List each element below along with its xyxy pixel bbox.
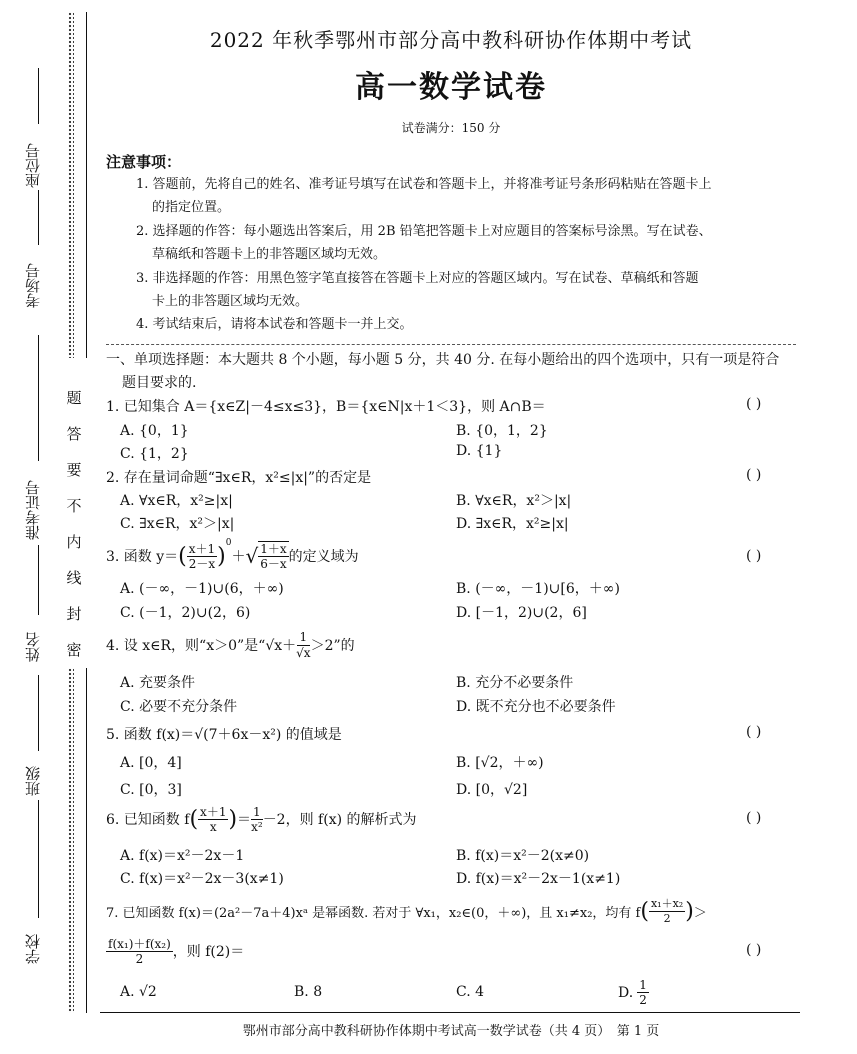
binding-line-top	[86, 12, 87, 358]
numerator: x＋1	[200, 804, 227, 819]
right-paren: )	[685, 898, 694, 924]
dotted-bar-bottom	[68, 668, 74, 1013]
numerator: f(x₁)＋f(x₂)	[108, 936, 171, 951]
answer-blank: ( )	[746, 942, 762, 958]
numerator: 1＋x	[260, 542, 287, 556]
stem-text: ＝	[237, 812, 252, 828]
denominator: 2－x	[188, 556, 216, 571]
left-paren: (	[640, 898, 649, 924]
notice-item-1	[136, 173, 796, 219]
answer-blank: ( )	[746, 810, 762, 826]
fraction	[258, 541, 288, 571]
name-underline	[38, 545, 39, 615]
question-3-stem	[106, 538, 359, 574]
numerator: 1	[253, 804, 261, 819]
room-underline	[38, 190, 39, 245]
question-5-stem: 5. 函数 f(x)＝√(7＋6x－x²) 的值域是	[106, 727, 342, 743]
option-d: D. f(x)＝x²－2x－1(x≠1)	[456, 871, 621, 887]
option-c: C. 必要不充分条件	[120, 699, 238, 715]
notice-text: 1. 答题前，先将自己的姓名、准考证号填写在试卷和答题卡上，并将准考证号条形码粘贴在答题卡上	[136, 177, 712, 192]
denominator: 2	[663, 911, 671, 925]
option-b: B. ∀x∈R，x²＞|x|	[456, 493, 572, 509]
notice-text: 卡上的非答题区域均无效。	[152, 294, 309, 309]
option-c: C. f(x)＝x²－2x－3(x≠1)	[120, 871, 284, 887]
question-4-stem	[106, 626, 355, 664]
question-6-stem	[106, 800, 417, 838]
notice-item-4	[136, 313, 796, 336]
stem-text: 7. 已知函数 f(x)＝(2a²－7a＋4)xᵃ 是幂函数. 若对于 ∀x₁，x₂∈(0，＋∞)，且 x₁≠x₂，均有 f	[106, 905, 641, 921]
option-c: C. {1，2}	[120, 446, 189, 462]
left-paren: (	[178, 543, 187, 569]
option-d: D. 既不充分也不必要条件	[456, 699, 616, 715]
denominator: 6－x	[260, 557, 287, 571]
answer-blank: ( )	[746, 548, 762, 564]
fraction	[296, 630, 310, 661]
dotted-bar-top	[68, 12, 74, 358]
option-b: B. 8	[294, 984, 323, 1000]
notice-item-2	[136, 220, 796, 266]
notice-text: 的指定位置。	[152, 200, 231, 215]
class-label: 班级	[24, 766, 42, 796]
notice-text: 3. 非选择题的作答：用黑色签字笔直接答在答题卡上对应的答题区域内。写在试卷、草稿纸和答题	[136, 271, 699, 286]
stem-text: －2，则 f(x) 的解析式为	[262, 812, 417, 828]
seal-char: 答	[66, 425, 82, 443]
seal-char: 密	[66, 641, 82, 659]
stem-text: ，则 f(2)＝	[172, 944, 245, 960]
exponent: 0	[225, 538, 232, 548]
seal-char: 内	[66, 533, 82, 551]
plus: ＋	[231, 549, 246, 565]
option-d	[618, 978, 649, 1007]
option-a: A. {0，1}	[120, 423, 189, 439]
ticket-label: 准考证号	[24, 480, 42, 540]
binding-line-bottom	[86, 668, 87, 1013]
denominator: x²	[251, 819, 263, 834]
option-b: B. f(x)＝x²－2(x≠0)	[456, 848, 590, 864]
option-c: C. (－1，2)∪(2，6)	[120, 605, 251, 621]
name-label: 姓名	[24, 632, 42, 662]
paper-title: 高一数学试卷	[355, 70, 547, 105]
seal-char: 题	[66, 389, 82, 407]
stem-text: ＞2”的	[310, 638, 355, 654]
seal-char: 不	[66, 497, 82, 515]
sqrt-sign: √	[245, 544, 259, 568]
option-label: D.	[618, 984, 634, 1001]
option-b: B. [√2，＋∞)	[456, 755, 544, 771]
option-d: D. [－1，2)∪(2，6]	[456, 605, 587, 621]
notice-text: 草稿纸和答题卡上的非答题区域均无效。	[152, 247, 387, 262]
stem-text: 6. 已知函数 f	[106, 812, 190, 828]
seal-char: 封	[66, 605, 82, 623]
option-c: C. ∃x∈R，x²＞|x|	[120, 516, 235, 532]
section-heading	[106, 349, 794, 395]
answer-blank: ( )	[746, 396, 762, 412]
room-label: 考场号	[24, 263, 42, 308]
seal-char: 线	[66, 569, 82, 587]
footer-rule	[100, 1012, 800, 1013]
stem-text: ＞	[693, 905, 707, 921]
fraction	[187, 542, 217, 571]
notice-text: 2. 选择题的作答：每小题选出答案后，用 2B 铅笔把答题卡上对应题目的答案标号涂黑。写在试卷、	[136, 224, 712, 239]
denominator: 2	[135, 951, 144, 966]
fraction	[198, 805, 228, 834]
answer-blank: ( )	[746, 724, 762, 740]
left-paren: (	[189, 806, 199, 832]
option-a: A. [0，4]	[120, 755, 182, 771]
seat-underline	[38, 68, 39, 124]
question-7-stem	[106, 892, 707, 930]
notice-text: 4. 考试结束后，请将本试卷和答题卡一并上交。	[136, 317, 413, 332]
option-a: A. ∀x∈R，x²≥|x|	[120, 493, 233, 509]
numerator: x＋1	[188, 541, 216, 556]
fraction	[251, 805, 263, 834]
full-score: 试卷满分：150 分	[401, 121, 501, 135]
option-b: B. (－∞，－1)∪[6，＋∞)	[456, 581, 620, 597]
notice-heading: 注意事项：	[106, 153, 182, 171]
option-d: D. [0，√2]	[456, 782, 528, 798]
numerator: 1	[297, 630, 311, 646]
denominator: √x	[296, 645, 311, 660]
option-a: A. √2	[120, 984, 157, 1000]
denominator: x	[209, 819, 217, 834]
ticket-underline	[38, 335, 39, 461]
seal-char: 要	[66, 461, 82, 479]
exam-header: 2022 年秋季鄂州市部分高中教科研协作体期中考试	[209, 28, 693, 52]
school-label: 学校	[24, 934, 42, 964]
class-underline	[38, 675, 39, 751]
fraction	[106, 937, 173, 966]
option-a: A. (－∞，－1)∪(6，＋∞)	[120, 581, 284, 597]
answer-blank: ( )	[746, 467, 762, 483]
numerator: 1	[639, 978, 647, 992]
fraction	[649, 897, 685, 926]
school-underline	[38, 800, 39, 918]
seal-warning	[64, 380, 84, 668]
stem-text: 3. 函数 y＝	[106, 549, 179, 565]
option-a: A. f(x)＝x²－2x－1	[120, 848, 245, 864]
option-c: C. [0，3]	[120, 782, 182, 798]
option-d: D. {1}	[456, 443, 503, 459]
numerator: x₁＋x₂	[650, 896, 684, 910]
fraction	[637, 978, 649, 1007]
page-footer: 鄂州市部分高中教科研协作体期中考试高一数学试卷（共 4 页） 第 1 页	[242, 1024, 660, 1039]
seat-label: 座位号	[24, 143, 42, 188]
notice-item-3	[136, 267, 796, 313]
question-7-stem-cont	[106, 932, 244, 970]
option-c: C. 4	[456, 984, 485, 1000]
divider	[106, 344, 796, 345]
question-2-stem: 2. 存在量词命题“∃x∈R，x²≤|x|”的否定是	[106, 470, 372, 486]
section-line: 一、单项选择题：本大题共 8 个小题，每小题 5 分，共 40 分. 在每小题给出的四个选项中，只有一项是符合	[106, 352, 780, 368]
section-line: 题目要求的.	[122, 375, 197, 391]
denominator: 2	[639, 993, 647, 1007]
stem-text: 4. 设 x∈R，则“x＞0”是“√x＋	[106, 638, 297, 654]
option-b: B. {0，1，2}	[456, 423, 548, 439]
option-b: B. 充分不必要条件	[456, 675, 574, 691]
binding-strip	[0, 0, 100, 1054]
option-d: D. ∃x∈R，x²≥|x|	[456, 516, 569, 532]
question-1-stem: 1. 已知集合 A＝{x∈Z|－4≤x≤3}，B＝{x∈N|x＋1＜3}，则 A∩B＝	[106, 399, 546, 415]
option-a: A. 充要条件	[120, 675, 196, 691]
stem-text: 的定义域为	[288, 549, 359, 565]
right-paren: )	[217, 543, 226, 569]
right-paren: )	[228, 806, 238, 832]
